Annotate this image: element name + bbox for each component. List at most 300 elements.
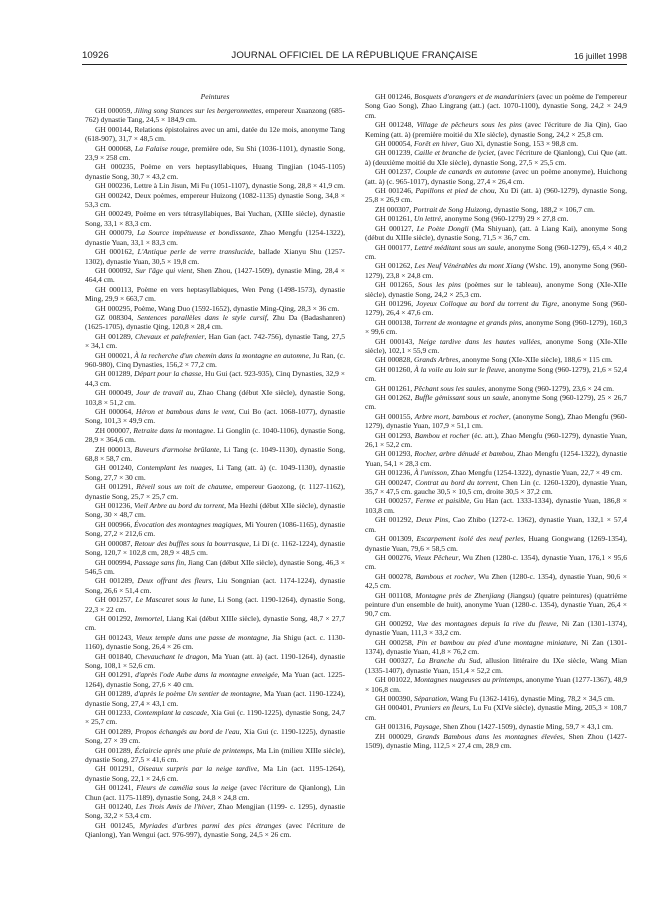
catalog-entry [85,576,345,595]
entry-reference: GH 000064, [95,407,137,416]
entry-title: d'après le poème Un sentier de montagne [134,689,260,699]
catalog-entry [85,407,345,426]
catalog-entry [365,299,627,318]
entry-details: , Liu Songnian (act. 1174-1224), dynastie Song, 26,6 × 51,4 cm. [85,576,345,595]
entry-reference: GH 001293, [375,449,415,459]
catalog-entry [85,501,345,520]
entry-reference: GH 000994, [95,557,135,567]
entry-reference: GH 000092, [95,265,136,275]
entry-details: , empereur Xuanzong (685-762) dynastie Tang, 24,5 × 184,9 cm. [85,106,345,125]
entry-details: (avec l'écriture de Qianlong), Yan Wengui (act. 976-997), dynastie Song, 24,5 × 26 cm. [85,820,345,840]
entry-details: (avec l'écriture de Qianlong), Lin Chun (act. 1175-1189), dynastie Song, 24,8 × 24,8 cm. [85,783,345,802]
entry-details: , ballade Xianyu Shu (1257-1302), dynastie Yuan, 30,5 × 19,8 cm. [85,247,345,266]
entry-reference: GH 001840, [95,651,136,661]
entry-title: Jiling song Stances sur les bergeronnettes [134,106,262,115]
entry-details: , Lu Fu (XIVe siècle), dynastie Ming, 205,3 × 108,7 cm. [365,703,627,722]
catalog-entry [85,181,345,190]
entry-details: , Liang Kai (début XIIIe siècle), dynastie Song, 48,7 × 27,7 cm. [85,613,345,633]
entry-reference: GH 000021, [95,350,135,360]
entry-reference: GH 001260, [375,364,415,374]
entry-title: Escarpement isolé des neuf perles [416,534,524,544]
entry-title: Caille et branche de lyciet [414,148,494,158]
entry-title: Ferme et paisible [415,496,470,506]
entry-details: , empereur Gaozong, (r. 1127-1162), dynastie Song, 25,7 × 25,7 cm. [85,482,345,501]
catalog-entry [85,369,345,388]
entry-details: (poèmes sur le tableau), anonyme Song (XIe-XIIe siècle), dynastie Song, 24,2 × 25,3 cm. [365,280,627,299]
entry-title: Fleurs de camélia sous la neige [136,783,238,793]
entry-details: , première ode, Su Shi (1036-1101), dynastie Song, 23,9 × 258 cm. [85,143,345,163]
entry-reference: GH 000966, [95,519,134,529]
entry-title: Montagne près de Zhenjiang [415,590,505,600]
catalog-entry [85,162,345,181]
entry-reference: GH 000276, [375,552,415,562]
catalog-entry [365,412,627,431]
entry-reference: GH 001291, [95,764,139,774]
entry-details: Lettre à Lin Jisun, Mi Fu (1051-1107), dynastie Song, 28,8 × 41,9 cm. [133,181,345,191]
entry-details: , Zhao Mengfu (1254-1322), dynastie Yuan, 22,7 × 49 cm. [447,468,623,478]
entry-details: (Wshc. 19), anonyme Song (960-1279), 23,8 × 24,8 cm. [365,261,627,280]
catalog-entry [85,304,345,313]
entry-reference: GH 000401, [375,703,415,713]
entry-reference: GH 000258, [375,637,417,647]
entry-details: (avec l'écriture de Jia Qin), Gao Keming (att. à) (première moitié du XIe siècle), dynastie Song, 24,2 × 25,8 cm. [365,120,627,139]
catalog-entry [85,285,345,304]
entry-reference: GH 000177, [375,242,415,252]
entry-reference: GH 001265, [375,280,419,290]
entry-details: , Gu Han (act. 1333-1334), dynastie Yuan, 186,8 × 103,8 cm. [365,496,627,515]
entry-reference: GH 000390, [375,694,414,703]
entry-details: , Wang Fu (1362-1416), dynastie Ming, 78,2 × 34,5 cm. [446,694,615,703]
entry-reference: GH 001291, [95,482,137,492]
entry-title: Forêt en hiver [413,139,457,149]
catalog-entry [85,652,345,671]
entry-title: Contemplant les nuages [136,463,212,473]
entry-title: Vieux Pêcheur [414,552,459,562]
catalog-entry [365,675,627,694]
entry-title: Contemplant la cascade [134,708,208,717]
entry-reference: GH 001241, [95,783,137,793]
header-rule [82,64,627,65]
entry-reference: GH 000242, [95,190,135,200]
entry-details: , Zhao Mengfu (1254-1322), dynastie Yuan, 54,1 × 28,3 cm. [365,449,627,468]
catalog-entry [365,120,627,139]
catalog-entry [365,365,627,384]
catalog-entry [365,280,627,299]
entry-details: , Xu Di (att. à) (960-1279), dynastie Song, 25,8 × 26,9 cm. [365,186,627,205]
entry-details: , anonyme Song (960-1279), 23,6 × 24 cm. [484,383,615,393]
entry-reference: GH 000257, [375,496,416,506]
catalog-entry [85,520,345,539]
entry-details: (Ma Shiyuan), (att. à Liang Kai), anonyme Song (début du XIIIe siècle), dynastie Song, 71,5 × 36,7 cm. [365,223,627,243]
entry-title: Le Poète Dongli [416,223,469,233]
entry-details: , Ma Yuan (att. à) (act. 1190-1264), dynastie Song, 108,1 × 52,6 cm. [85,651,346,670]
entry-title: Sous les pins [418,280,461,290]
entry-title: À la voile au loin sur le fleuve [414,364,505,374]
entry-title: Couple de canards en automne [414,167,510,177]
catalog-entry [365,703,627,722]
entry-reference: GH 001289, [95,726,136,736]
entry-details: , anonyme Song (960-1279), 160,3 × 99,6 cm. [365,317,627,337]
catalog-entry [85,191,345,210]
entry-details: , Cao Zhibo (1272-c. 1362), dynastie Yuan, 132,1 × 57,4 cm. [365,515,627,534]
catalog-entry [85,633,345,652]
catalog-entry [85,144,345,163]
entry-details: , Wu Zhen (1280-c. 1354), dynastie Yuan, 90,6 × 42,5 cm. [365,571,627,591]
entry-reference: GH 001309, [375,534,417,544]
entry-title: Arbre mort, bambous et rocher [414,411,509,421]
entry-title: Myriades d'arbres parmi des pics étranges [139,820,282,830]
catalog-entry [85,313,345,332]
entry-title: Deux offrant des fleurs [137,576,212,586]
catalog-entry [85,670,345,689]
entry-reference: GH 000295, [95,303,134,313]
entry-title: Chevaux et palefrenier [134,331,205,341]
entry-title: Contrat au bord du torrent [415,477,498,487]
entry-details: , Ma Yuan (act. 1190-1224), dynastie Song, 27,4 × 43,1 cm. [85,689,345,708]
entry-reference: GH 000138, [375,317,415,327]
entry-details: , Huang Gongwang (1269-1354), dynastie Yuan, 79,6 × 58,5 cm. [365,534,628,553]
entry-title: La Source impétueuse et bondissante [137,228,255,238]
entry-details: , Li Song (act. 1190-1264), dynastie Song, 22,3 × 22 cm. [85,595,345,614]
entry-details: Poème en vers heptasyllabiques, Huang Tingjian (1045-1105) dynastie Song, 30,7 × 43,2 cm. [85,162,345,181]
entry-details: , Zhao Mengfu (1254-1322), dynastie Yuan, 33,1 × 83,3 cm. [85,228,345,247]
entry-details: , Wu Zhen (1280-c. 1354), dynastie Yuan, 176,1 × 95,6 cm. [365,552,627,572]
catalog-entry [85,539,345,558]
catalog-entry [85,558,345,577]
catalog-entry [85,247,345,266]
entry-details: , Li Tang (att. à) (c. 1049-1130), dynastie Song, 27,7 × 30 cm. [85,463,345,482]
entry-reference: GH 000155, [375,411,415,421]
entry-details: , dynastie Song, 188,2 × 106,7 cm. [490,204,595,214]
entry-reference: GZ 008304, [95,312,138,322]
entry-title: Oiseaux surpris par la neige tardive [138,764,258,774]
entry-details: , Cui Bo (act. 1068-1077), dynastie Song, 101,3 × 49,9 cm. [85,407,345,426]
entry-reference: GH 000247, [375,477,416,487]
catalog-entry [365,355,627,364]
catalog-entry [85,595,345,614]
entry-reference: ZH 000013, [95,444,135,454]
entry-title: La Branche du Sud [417,656,481,666]
entry-title: d'après l'ode Aube dans la montagne enneigée [135,670,278,680]
entry-title: Retour des buffles sous la bourrasque [134,538,250,548]
entry-title: Chevauchant le dragon [135,651,208,661]
catalog-entry [365,722,627,731]
entry-title: À l'unisson [413,468,448,478]
catalog-entry [365,261,627,280]
entry-details: , Ma Hezhi (début XIIe siècle), dynastie Song, 30 × 48,7 cm. [85,501,345,520]
entry-title: Propos échangés au bord de l'eau [135,726,240,736]
entry-details: Relations épistolaires avec un ami, datée du 12e mois, anonyme Tang (618-907), 31,7 × 48,5 cm. [85,124,345,144]
entry-reference: GH 001246, [375,92,415,101]
entry-reference: GH 000249, [95,209,136,219]
catalog-entry [365,337,627,356]
entry-details: (éc. att.), Zhao Mengfu (960-1279), dynastie Yuan, 26,1 × 52,2 cm. [365,430,627,450]
catalog-entry [85,783,345,802]
entry-reference: GH 000327, [375,656,418,666]
entry-title: Portrait de Song Huizong [413,204,491,214]
entry-details: Poème en vers heptasyllabiques, Wen Peng (1498-1573), dynastie Ming, 29,9 × 663,7 cm. [85,284,345,304]
entry-details: , Xia Gui (c. 1190-1225), dynastie Song, 24,7 × 25,7 cm. [85,708,345,727]
entry-reference: GH 000162, [95,247,138,257]
journal-title: JOURNAL OFFICIEL DE LA RÉPUBLIQUE FRANÇAISE [231,50,478,61]
catalog-entry [85,125,345,144]
entry-title: Village de pêcheurs sous les pins [416,120,522,130]
catalog-entry [365,243,627,262]
entry-details: , anonyme Song (XIe-XIIe siècle), 188,6 × 115 cm. [458,355,613,365]
entry-title: Papillons et pied de chou [415,186,495,196]
entry-reference: GH 001293, [375,430,415,440]
catalog-entry [365,167,627,186]
entry-title: Évocation des montagnes magiques [133,519,242,529]
entry-reference: GH 001022, [375,675,415,685]
entry-title: Joyeux Colloque au bord du torrent du Tigre [416,298,558,308]
entry-reference: GH 001236, [95,501,135,511]
entry-reference: GH 001262, [375,261,415,271]
entry-details: , Ma Lin (act. 1195-1264), dynastie Song, 22,1 × 24,6 cm. [85,764,345,783]
catalog-entry [365,92,627,120]
entry-details: , Li Tang (c. 1049-1130), dynastie Song, 68,8 × 58,7 cm. [85,444,346,464]
entry-details: , Jia Shigu (act. c. 1130-1160), dynastie Song, 26,4 × 26 cm. [85,632,345,652]
entry-reference: GH 001243, [95,632,136,642]
catalog-entry [85,332,345,351]
catalog-entry [365,393,627,412]
entry-reference: GH 000087, [95,538,135,548]
entry-title: Les Trois Amis de l'hiver [135,802,214,812]
catalog-entry [85,266,345,285]
entry-title: Vue des montagnes depuis la rive du fleuve [416,618,557,628]
entry-details: , Ni Zan (1301-1374), dynastie Yuan, 111,3 × 33,2 cm. [365,618,628,638]
entry-details: , Xia Gui (c. 1190-1225), dynastie Song, 27 × 39 cm. [85,726,345,746]
entry-reference: GH 000113, [95,284,137,294]
section-title: Peintures [200,92,230,101]
entry-reference: GH 000278, [375,571,416,581]
entry-reference: GH 001289, [95,331,135,341]
catalog-entry [365,449,627,468]
entry-title: Vieil Arbre au bord du torrent [134,501,225,511]
entry-details: , Hu Gui (act. 923-935), Cinq Dynasties, 32,9 × 44,3 cm. [85,369,345,388]
catalog-entry [365,431,627,450]
catalog-entry [365,534,627,553]
catalog-entry [85,764,345,783]
entry-title: Pruniers en fleurs [414,703,470,713]
entry-reference: GH 000292, [375,618,417,628]
entry-details: Poème, Wang Duo (1592-1652), dynastie Ming-Qing, 28,3 × 36 cm. [133,303,340,313]
entry-title: L'Antique perle de verre translucide [137,247,254,257]
catalog-entry [85,614,345,633]
catalog-entry [85,426,345,445]
entry-reference: GH 001261, [375,214,414,224]
entry-reference: GH 001257, [95,595,136,605]
entry-details: (avec un poème de l'empereur Song Gao Song), Zhao Lingrang (att.) (act. 1070-1100), dynastie Song, 24,2 × 24,9 cm. [365,92,627,120]
page-number: 10926 [82,50,109,61]
entry-title: Éclaircie après une pluie de printemps [134,745,253,755]
entry-title: Sentences parallèles dans le style cursif [137,312,267,322]
entry-reference: GH 001289, [95,689,135,699]
entry-title: Jour de travail au [136,388,194,398]
entry-details: , anonyme Song (960-1279), 65,4 × 40,2 cm. [365,242,627,261]
entry-reference: GH 000143, [375,336,419,346]
entry-reference: GH 000054, [375,139,414,149]
entry-title: Bambou et rocher [414,430,470,440]
entry-reference: GH 001261, [375,383,414,393]
catalog-entry [365,205,627,214]
entry-reference: GH 000079, [95,228,138,238]
entry-title: Deux Pins [416,515,449,525]
entry-title: Bosquets d'orangers et de mandariniers [414,92,535,101]
entry-details: , Mi Youren (1086-1165), dynastie Song, 27,2 × 212,6 cm. [85,519,345,539]
entry-reference: GH 001289, [95,576,138,586]
entry-reference: ZH 000029, [375,731,417,741]
entry-reference: GH 001246, [375,186,416,196]
catalog-entry [365,515,627,534]
entry-title: Buffle gémissant sous un saule [414,393,509,402]
catalog-entry [365,214,627,223]
entry-reference: GH 001248, [375,120,417,130]
catalog-entry [85,727,345,746]
entry-reference: GH 001240, [95,463,137,473]
entry-title: Vieux temple dans une passe de montagne [135,632,268,642]
entry-details: , Li Di (c. 1162-1224), dynastie Song, 120,7 × 102,8 cm, 28,9 × 48,5 cm. [85,538,345,558]
catalog-entry [365,638,627,657]
entry-reference: ZH 000307, [375,204,414,214]
catalog-entry [85,821,345,840]
catalog-entry [85,689,345,708]
entry-title: Le Mascaret sous la lune [135,595,214,605]
entry-reference: GH 000144, [95,124,135,134]
entry-title: Les Neuf Vénérables du mont Xiang [414,261,524,271]
entry-title: Pin et bambou au pied d'une montagne miniature [417,637,576,647]
entry-title: Buveurs d'armoise brûlante [134,444,220,454]
entry-details: , allusion littéraire du IXe siècle, Wang Mian (1335-1407), dynastie Yuan, 151,4 × 52,2 cm. [365,656,627,675]
catalog-entry [365,694,627,703]
catalog-entry [365,468,627,477]
entry-reference: GH 001245, [95,820,140,830]
catalog-entry [365,139,627,148]
entry-reference: GH 000068, [95,143,136,153]
entry-title: La Falaise rouge [135,143,188,153]
entry-title: Grands Arbres [413,355,459,365]
entry-title: Un lettré [413,214,441,224]
catalog-entry [365,496,627,515]
entry-reference: GH 000059, [95,106,135,115]
entry-reference: GH 001233, [95,708,135,717]
catalog-entry [85,708,345,727]
entry-title: Immortel [134,613,163,623]
catalog-entry [85,388,345,407]
entry-title: Départ pour la chasse [134,369,202,379]
entry-reference: GH 001291, [95,670,136,680]
catalog-entry [365,591,627,619]
entry-reference: GH 001316, [375,722,414,732]
entry-details: , Ni Zan (1301-1374), dynastie Yuan, 41,8 × 76,2 cm. [365,637,627,656]
issue-date: 16 juillet 1998 [573,51,627,61]
catalog-entry [365,572,627,591]
entry-details: , anonyme Song (960-1279) 29 × 27,8 cm. [440,214,569,224]
entry-title: Paysage [413,722,440,732]
catalog-entry [365,619,627,638]
entry-title: À la recherche d'un chemin dans la montagne en automne [134,350,309,360]
entry-details: , anonyme Song (960-1279), 25 × 26,7 cm. [365,393,627,412]
catalog-entry [365,732,627,751]
entry-reference: GH 000236, [95,181,134,191]
catalog-entry [365,148,627,167]
entry-title: Retraite dans la montagne [133,425,214,435]
entry-title: Montagnes nuageuses au printemps [414,675,523,685]
entry-details: , Zhu Da (Badashanren) (1625-1705), dynastie Qing, 120,8 × 28,4 cm. [85,312,345,332]
catalog-entry [85,445,345,464]
entry-title: Grands Bambous dans les montagnes élevées [416,731,563,741]
entry-details: , Ju Ran, (c. 960-980), Cinq Dynasties, 156,2 × 77,2 cm. [85,350,345,369]
right-column [365,92,627,750]
entry-details: , Shen Zhou (1427-1509), dynastie Ming, 59,7 × 43,1 cm. [439,722,613,732]
entry-title: Neige tardive dans les hautes vallées [418,336,541,346]
entry-details: , Shen Zhou, (1427-1509), dynastie Ming, 28,4 × 464,4 cm. [85,265,345,285]
entry-details: , Ma Lin (milieu XIIIe siècle), dynastie Song, 27,5 × 41,6 cm. [85,745,345,765]
entry-reference: GH 001236, [375,468,414,478]
entry-details: , Guo Xi, dynastie Song, 153 × 98,8 cm. [456,139,578,149]
entry-details: , anonyme Song (960-1279), 21,6 × 52,4 cm. [365,364,627,384]
entry-details: , anonyme Song (960-1279), 26,4 × 47,6 cm. [365,298,627,318]
entry-title: Réveil sous un toit de chaume [136,482,232,492]
entry-reference: GH 001289, [95,745,135,755]
entry-details: , Chen Lin (c. 1260-1320), dynastie Yuan, 35,7 × 47,5 cm. gauche 30,5 × 10,5 cm, droite 30,5 × 37,2 cm. [365,477,627,497]
catalog-entry [85,463,345,482]
entry-reference: GH 001296, [375,298,417,308]
entry-title: Pêchant sous les saules [413,383,485,393]
entry-reference: GH 001108, [375,590,416,600]
catalog-entry [85,802,345,821]
entry-title: Lettré méditant sous un saule [414,242,504,252]
entry-details: , Ma Yuan (act. 1225-1264), dynastie Song, 27,6 × 40 cm. [85,670,345,689]
catalog-entry [365,224,627,243]
catalog-entry [85,482,345,501]
entry-title: Sur l'âge qui vient [135,265,193,275]
entry-details: , (anonyme Song), Zhao Mengfu (960-1279), dynastie Yuan, 107,9 × 51,1 cm. [365,411,627,431]
entry-details: , (avec l'écriture de Qianlong), Cui Que (att. à) (deuxième moitié du XIe siècle), dynastie Song, 27,5 × 25,5 cm. [365,148,627,167]
entry-reference: GH 001292, [375,515,417,525]
catalog-entry [365,553,627,572]
entry-reference: GH 001292, [95,613,135,623]
entry-details: (avec un poème anonyme), Huichong (att. à) (c. 965-1017), dynastie Song, 27,4 × 26,4 cm. [365,167,627,186]
entry-details: , Han Gan (act. 742-756), dynastie Tang, 27,5 × 34,1 cm. [85,331,345,351]
catalog-entry [365,384,627,393]
entry-details: . Li Gonglin (c. 1040-1106), dynastie Song, 28,9 × 364,6 cm. [85,425,345,445]
entry-details: , Zhao Chang (début XIe siècle), dynastie Song, 103,8 × 51,2 cm. [85,388,345,407]
entry-title: Séparation [413,694,447,703]
entry-reference: GH 000049, [95,388,137,398]
entry-reference: GH 000828, [375,355,414,365]
entry-reference: GH 000127, [375,223,417,233]
entry-reference: GH 001240, [95,802,136,812]
catalog-entry [85,106,345,125]
catalog-entry [365,186,627,205]
catalog-entry [85,746,345,765]
entry-details: (Jiangsu) (quatre peintures) (quatrième peinture d'un ensemble de huit), anonyme Yuan (1280-c. 1354), dynastie Yuan, 26,4 × 90,7 cm. [365,590,627,619]
entry-title: Passage sans fin [134,557,185,567]
left-column [85,92,345,840]
entry-details: , Zhao Mengjian (1199- c. 1295), dynastie Song, 32,2 × 53,4 cm. [85,802,345,821]
entry-details: , Shen Zhou (1427-1509), dynastie Ming, 112,5 × 27,4 cm, 28,9 cm. [365,731,628,751]
entry-reference: GH 001239, [375,148,415,158]
entry-reference: GH 001262, [375,393,415,402]
entry-reference: GH 000235, [95,162,141,172]
catalog-entry [85,228,345,247]
entry-reference: ZH 000007, [95,425,134,435]
entry-title: Bambous et rocher [415,571,474,581]
entry-title: Torrent de montagne et grands pins [414,317,522,327]
entry-title: Héron et bambous dans le vent [136,407,235,416]
entry-reference: GH 001237, [375,167,415,177]
